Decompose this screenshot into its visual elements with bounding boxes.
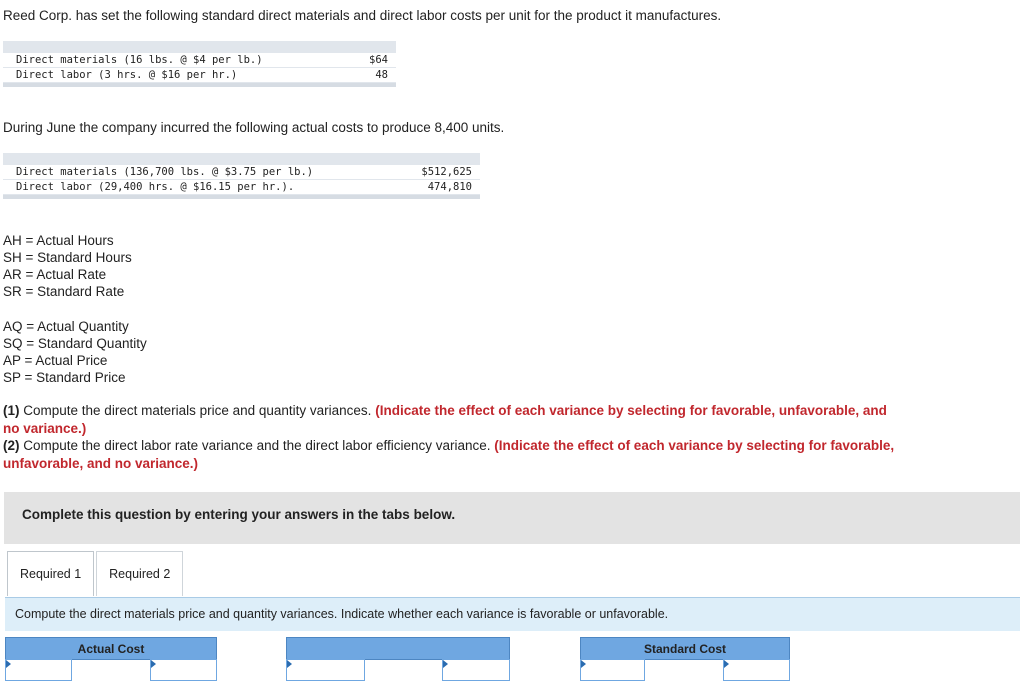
tab-required-2[interactable]: Required 2 [96, 551, 183, 596]
actual-price-input[interactable] [151, 660, 216, 680]
table-row [3, 53, 396, 68]
abbrev-item: AP = Actual Price [3, 353, 108, 368]
hours-abbreviations [3, 232, 132, 300]
abbrev-item: AH = Actual Hours [3, 233, 114, 248]
cost-amount: 474,810 [427, 181, 472, 193]
actual-quantity-input-cell [5, 659, 72, 681]
input-marker-icon [151, 660, 156, 668]
actual-quantity-input[interactable] [6, 660, 71, 680]
standard-quantity-input[interactable] [581, 660, 644, 680]
q1-prefix: (1) [3, 403, 20, 418]
table-row [3, 165, 480, 180]
instructions [3, 402, 903, 472]
middle-quantity-input-cell [286, 659, 365, 681]
cost-label: Direct labor (3 hrs. @ $16 per hr.) [16, 69, 238, 81]
actual-cost-header: Actual Cost [5, 637, 217, 660]
q2-note: (Indicate the effect of each variance by selecting for favorable, unfavorable, and no variance.) [3, 438, 895, 471]
question-1 [3, 402, 903, 437]
abbrev-item: SQ = Standard Quantity [3, 336, 147, 351]
q1-note: (Indicate the effect of each variance by selecting for favorable, unfavorable, and no variance.) [3, 403, 887, 436]
june-text: During June the company incurred the following actual costs to produce 8,400 units. [3, 120, 505, 135]
cost-label: Direct materials (16 lbs. @ $4 per lb.) [16, 54, 263, 66]
cost-amount: $512,625 [421, 166, 472, 178]
question-2 [3, 437, 903, 472]
cost-amount: $64 [369, 54, 388, 66]
abbrev-item: AQ = Actual Quantity [3, 319, 129, 334]
cost-label: Direct materials (136,700 lbs. @ $3.75 per lb.) [16, 166, 314, 178]
input-marker-icon [724, 660, 729, 668]
standard-quantity-input-cell [580, 659, 645, 681]
standard-cost-table [3, 41, 396, 87]
cost-amount: 48 [375, 69, 388, 81]
table-row [3, 180, 480, 195]
instruction-banner: Complete this question by entering your answers in the tabs below. [4, 492, 1020, 544]
middle-price-input[interactable] [443, 660, 509, 680]
input-marker-icon [6, 660, 11, 668]
intro-text: Reed Corp. has set the following standard direct materials and direct labor costs per unit for the product it manufactures. [3, 8, 722, 23]
answer-tabs [7, 551, 183, 596]
cost-label: Direct labor (29,400 hrs. @ $16.15 per hr.). [16, 181, 295, 193]
abbrev-item: SP = Standard Price [3, 370, 126, 385]
q1-text: Compute the direct materials price and quantity variances. [23, 403, 372, 418]
standard-cost-header: Standard Cost [580, 637, 790, 660]
quantity-abbreviations [3, 318, 147, 386]
middle-header [286, 637, 510, 660]
q2-text: Compute the direct labor rate variance and the direct labor efficiency variance. [23, 438, 491, 453]
input-marker-icon [581, 660, 586, 668]
input-marker-icon [443, 660, 448, 668]
actual-cost-table [3, 153, 480, 199]
abbrev-item: SH = Standard Hours [3, 250, 132, 265]
abbrev-item: SR = Standard Rate [3, 284, 125, 299]
tab-prompt: Compute the direct materials price and quantity variances. Indicate whether each variance is favorable or unfavorable. [5, 597, 1020, 631]
standard-price-input[interactable] [724, 660, 789, 680]
standard-price-input-cell [723, 659, 790, 681]
input-marker-icon [287, 660, 292, 668]
tab-required-1[interactable]: Required 1 [7, 551, 94, 596]
q2-prefix: (2) [3, 438, 20, 453]
abbrev-item: AR = Actual Rate [3, 267, 107, 282]
actual-price-input-cell [150, 659, 217, 681]
middle-quantity-input[interactable] [287, 660, 364, 680]
table-row [3, 68, 396, 83]
middle-price-input-cell [442, 659, 510, 681]
